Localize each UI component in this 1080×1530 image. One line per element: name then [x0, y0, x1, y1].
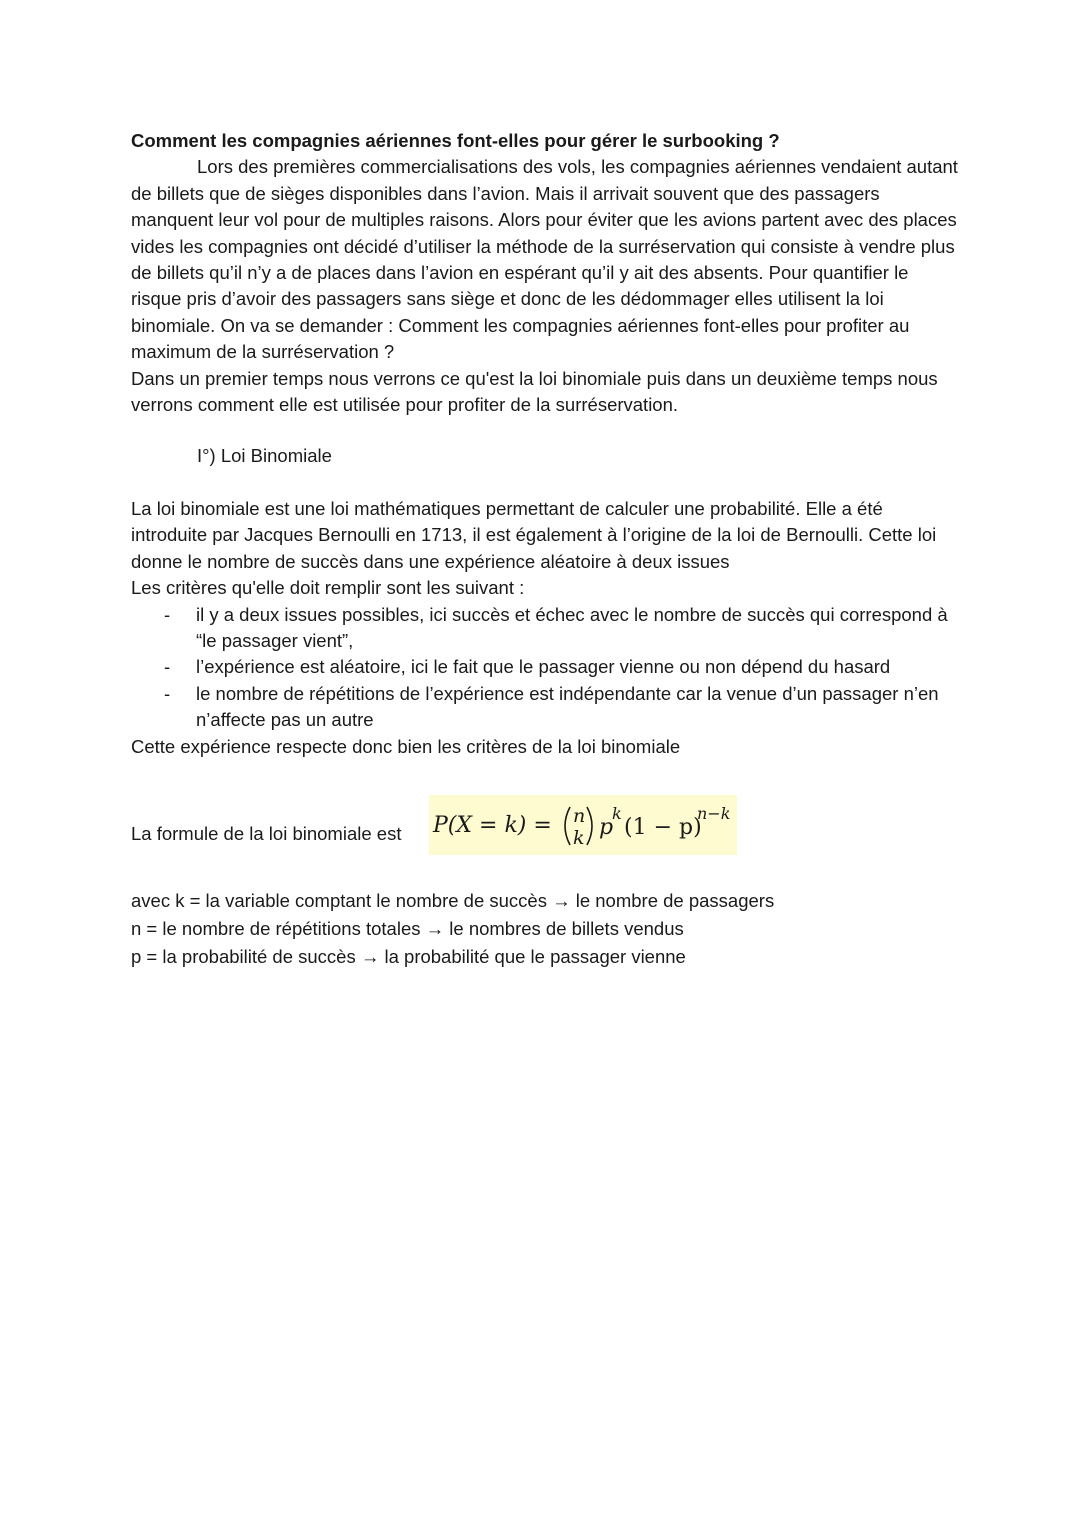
definitions — [131, 887, 961, 971]
definition-n: n = le nombre de répétitions totales → le nombres de billets vendus — [131, 917, 684, 939]
document-page — [131, 128, 961, 971]
binom-left-paren — [565, 807, 570, 845]
formula-p: p — [599, 814, 614, 840]
binomial-formula — [429, 795, 737, 855]
document-title: Comment les compagnies aériennes font-elles pour gérer le surbooking ? — [131, 130, 780, 151]
criteria-item: - il y a deux issues possibles, ici succès et échec avec le nombre de succès qui correspond à “le passager vient”, — [131, 602, 961, 655]
criteria-intro: Les critères qu'elle doit remplir sont les suivant : — [131, 577, 525, 599]
binom-top: n — [573, 804, 586, 827]
plan-paragraph: Dans un premier temps nous verrons ce qu'est la loi binomiale puis dans un deuxième temps nous verrons comment elle est utilisée pour profiter de la surréservation. — [131, 367, 938, 416]
criteria-conclusion: Cette expérience respecte donc bien les critères de la loi binomiale — [131, 735, 681, 757]
formula-factor: (1 − p) — [624, 814, 702, 840]
binom-right-paren — [587, 807, 592, 845]
criteria-item: - le nombre de répétitions de l’expérience est indépendante car la venue d’un passager n’en n’affecte pas un autre — [131, 681, 961, 734]
formula-row — [131, 785, 961, 849]
definition-p: p = la probabilité de succès → la probabilité que le passager vienne — [131, 945, 686, 967]
formula-label: La formule de la loi binomiale est — [131, 822, 402, 844]
criteria-item: - l’expérience est aléatoire, ici le fait que le passager vienne ou non dépend du hasard — [131, 654, 961, 680]
criteria-list — [131, 602, 961, 734]
formula-exp-k: k — [612, 803, 622, 823]
binom-bottom: k — [573, 826, 585, 849]
formula-exp-nk: n−k — [697, 803, 731, 823]
section-heading: I°) Loi Binomiale — [197, 445, 332, 467]
definition-k: avec k = la variable comptant le nombre de succès → le nombre de passagers — [131, 889, 775, 911]
formula-lhs: P(X = k) = — [433, 812, 552, 838]
loi-paragraph: La loi binomiale est une loi mathématiques permettant de calculer une probabilité. Elle a été introduite par Jacques Bernoulli en 1713, il est également à l’origine de la loi de Bernoulli. Cette loi donne le nombre de succès dans une expérience aléatoire à deux issues — [131, 497, 937, 572]
intro-paragraph: Lors des premières commercialisations des vols, les compagnies aériennes vendaient autant de billets que de sièges disponibles dans l’avion. Mais il arrivait souvent que des passagers manquent leur vol pour de multiples raisons. Alors pour éviter que les avions partent avec des places vides les compagnies ont décidé d’utiliser la méthode de la surréservation qui consiste à vendre plus de billets qu’il n’y a de places dans l’avion en espérant qu’il y ait des absents. Pour quantifier le risque pris d’avoir des passagers sans siège et donc de les dédommager elles utilisent la loi binomiale. On va se demander : Comment les compagnies aériennes font-elles pour profiter au maximum de la surréservation ? — [131, 156, 958, 363]
